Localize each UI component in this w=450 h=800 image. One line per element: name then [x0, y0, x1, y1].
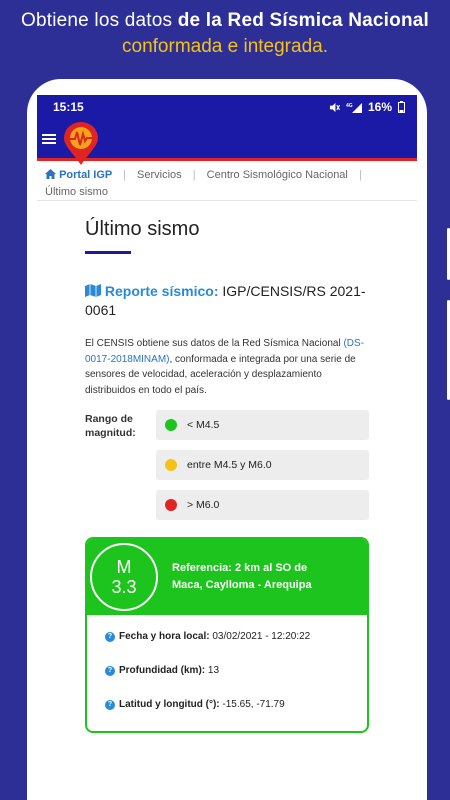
reporte-value: IGP/CENSIS/RS 2021-0061 [85, 283, 366, 318]
red-dot-icon [165, 499, 177, 511]
range-item-mid: entre M4.5 y M6.0 [156, 450, 369, 480]
status-time: 15:15 [53, 100, 84, 114]
info-icon: ? [105, 666, 115, 676]
home-icon [45, 169, 56, 179]
battery-icon [398, 101, 405, 113]
svg-text:4G: 4G [345, 102, 353, 109]
info-icon: ? [105, 632, 115, 642]
map-icon [85, 284, 101, 297]
breadcrumb-censis[interactable]: Centro Sismológico Nacional [206, 169, 348, 181]
breadcrumb: Portal IGP | Servicios | Centro Sismológico Nacional | Último sismo [37, 161, 417, 201]
referencia: Referencia: 2 km al SO de Maca, Caylloma - Arequipa [172, 562, 312, 591]
range-item-low: < M4.5 [156, 410, 369, 440]
magnitude-range [85, 410, 369, 530]
green-dot-icon [165, 419, 177, 431]
fecha-value: 03/02/2021 - 12:20:22 [209, 631, 311, 642]
promo-line1-bold: de la Red Sísmica Nacional [177, 10, 429, 31]
breadcrumb-home[interactable]: Portal IGP [45, 169, 115, 181]
magnitude-value: 3.3 [111, 577, 137, 597]
earthquake-card-header [87, 539, 367, 615]
title-underline [85, 251, 131, 254]
censis-description: El CENSIS obtiene sus datos de la Red Sísmica Nacional (DS-0017-2018MINAM), conformada e integrada por una serie de sensores de velocidad, aceleración y desplazamiento distribuidos en todo el país. [85, 338, 365, 396]
profundidad-row: ? Profundidad (km): 13 [105, 663, 353, 679]
reporte-label: Reporte sísmico: [104, 283, 219, 299]
earthquake-card[interactable] [85, 537, 369, 733]
breadcrumb-current: Último sismo [45, 186, 108, 198]
signal-icon [346, 102, 362, 113]
profundidad-value: 13 [205, 665, 220, 676]
igp-logo-icon[interactable] [61, 122, 101, 166]
status-bar [37, 95, 417, 119]
reporte-sismico [85, 282, 369, 320]
fecha-row: ? Fecha y hora local: 03/02/2021 - 12:20:22 [105, 629, 353, 645]
page-title: Último sismo [85, 218, 200, 240]
app-screen [37, 95, 417, 800]
latlon-row: ? Latitud y longitud (°): -15.65, -71.79 [105, 697, 353, 713]
app-bar [37, 119, 417, 161]
rango-label: Rango de magnitud: [85, 413, 136, 439]
ds-link[interactable]: (DS-0017-2018MINAM) [85, 338, 365, 365]
promo-line2: conformada e integrada. [122, 36, 328, 57]
menu-icon[interactable] [42, 132, 56, 146]
magnitude-badge: M 3.3 [90, 543, 158, 611]
promo-header [0, 8, 450, 60]
mute-icon [329, 102, 340, 113]
range-item-high: > M6.0 [156, 490, 369, 520]
phone-frame [27, 79, 427, 800]
battery-percent: 16% [367, 100, 392, 114]
latlon-value: -15.65, -71.79 [219, 699, 285, 710]
breadcrumb-servicios[interactable]: Servicios [137, 169, 182, 181]
info-icon: ? [105, 700, 115, 710]
yellow-dot-icon [165, 459, 177, 471]
main-content [37, 218, 417, 733]
promo-line1-prefix: Obtiene los datos [20, 10, 178, 31]
